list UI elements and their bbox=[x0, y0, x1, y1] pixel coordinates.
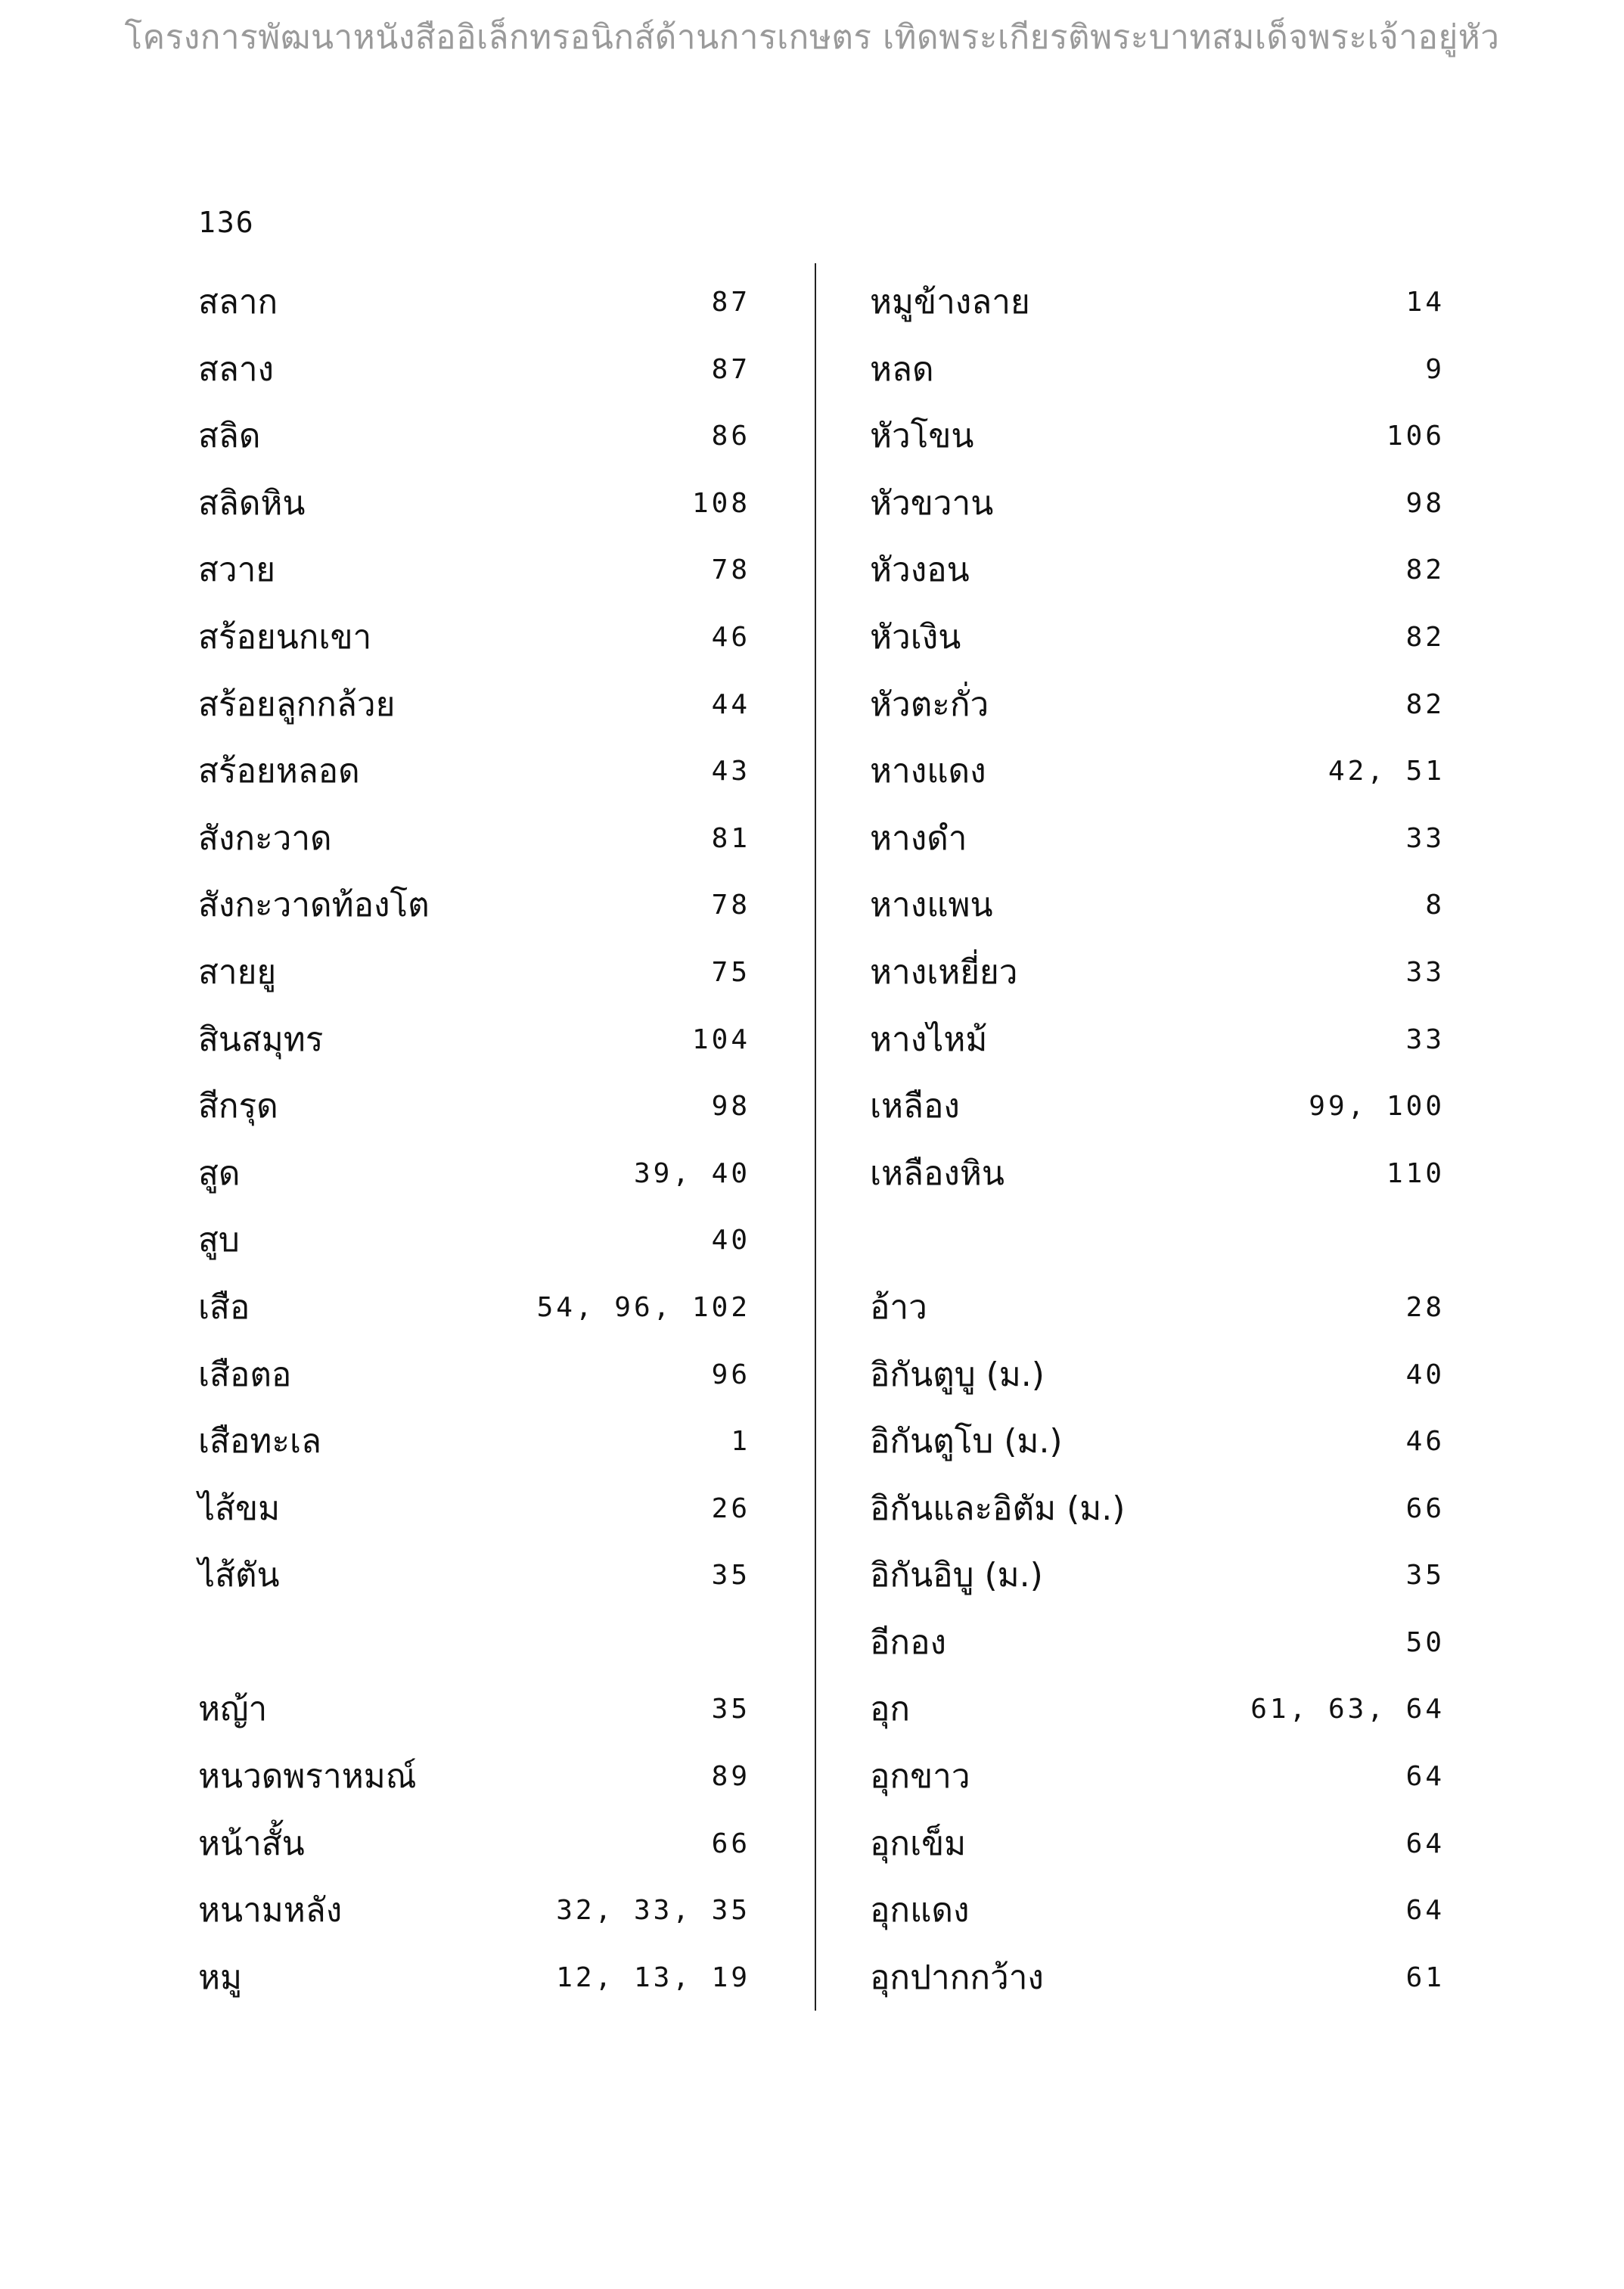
index-page-refs: 39, 40 bbox=[633, 1157, 750, 1189]
index-spacer bbox=[870, 1210, 1445, 1278]
index-page-refs: 1 bbox=[731, 1426, 750, 1458]
index-page-refs: 43 bbox=[711, 756, 750, 787]
index-entry bbox=[870, 340, 1445, 407]
index-page-refs: 35 bbox=[711, 1560, 750, 1592]
index-term: ไส้ตัน bbox=[198, 1556, 280, 1595]
index-entry bbox=[198, 875, 750, 943]
index-page-refs: 82 bbox=[1405, 554, 1445, 586]
index-page-refs: 64 bbox=[1405, 1895, 1445, 1927]
index-term: อีกอง bbox=[870, 1623, 946, 1662]
index-term: สร้อยลูกกล้วย bbox=[198, 685, 396, 724]
index-page-refs: 98 bbox=[1405, 487, 1445, 519]
index-page-refs: 44 bbox=[711, 688, 750, 720]
index-page-refs: 8 bbox=[1425, 890, 1445, 921]
index-term: เสือทะเล bbox=[198, 1422, 321, 1461]
index-term: สวาย bbox=[198, 551, 276, 590]
index-page-refs: 106 bbox=[1386, 421, 1445, 452]
index-entry bbox=[870, 1881, 1445, 1948]
index-entry bbox=[870, 406, 1445, 474]
index-entry bbox=[870, 272, 1445, 340]
index-term: หัวตะกั่ว bbox=[870, 685, 989, 724]
index-entry bbox=[198, 1679, 750, 1747]
index-page-refs: 35 bbox=[711, 1694, 750, 1725]
index-term: สังกะวาด bbox=[198, 818, 332, 858]
index-term: อิกันและอิตัม (ม.) bbox=[870, 1489, 1126, 1528]
index-term: หัวขวาน bbox=[870, 483, 994, 523]
index-page-refs: 75 bbox=[711, 956, 750, 988]
index-page-refs: 46 bbox=[1405, 1426, 1445, 1458]
index-page-refs: 86 bbox=[711, 421, 750, 452]
index-term: หนามหลัง bbox=[198, 1891, 343, 1930]
index-spacer bbox=[198, 1613, 750, 1680]
index-entry bbox=[870, 1814, 1445, 1881]
index-page-refs: 78 bbox=[711, 890, 750, 921]
index-page-refs: 46 bbox=[711, 621, 750, 653]
index-term: หนวดพราหมณ์ bbox=[198, 1757, 417, 1797]
index-entry bbox=[198, 809, 750, 876]
index-term: สูบ bbox=[198, 1221, 240, 1260]
index-page-refs: 99, 100 bbox=[1309, 1091, 1445, 1123]
column-divider bbox=[815, 263, 816, 2011]
page-header: โครงการพัฒนาหนังสืออิเล็กทรอนิกส์ด้านการเกษตร เทิดพระเกียรติพระบาทสมเด็จพระเจ้าอยู่หัว bbox=[124, 18, 1500, 57]
index-entry bbox=[198, 1948, 750, 2015]
index-entry bbox=[198, 1210, 750, 1278]
index-entry bbox=[198, 1278, 750, 1345]
index-entry bbox=[870, 1679, 1445, 1747]
index-entry bbox=[870, 1613, 1445, 1680]
index-term: อิกันอิบู (ม.) bbox=[870, 1556, 1043, 1595]
index-term: หมู bbox=[198, 1958, 243, 1997]
index-term: หน้าสั้น bbox=[198, 1824, 305, 1863]
index-page-refs: 33 bbox=[1405, 956, 1445, 988]
index-term: เสือตอ bbox=[198, 1355, 292, 1394]
index-page-refs: 12, 13, 19 bbox=[556, 1961, 750, 1993]
index-term: สีกรุด bbox=[198, 1087, 278, 1126]
index-entry bbox=[870, 1010, 1445, 1077]
index-entry bbox=[870, 1479, 1445, 1546]
index-entry bbox=[870, 607, 1445, 675]
index-term: สลิดหิน bbox=[198, 483, 306, 523]
index-term: อุกเข็ม bbox=[870, 1824, 967, 1863]
index-term: เสือ bbox=[198, 1287, 250, 1327]
index-page-refs: 28 bbox=[1405, 1291, 1445, 1323]
index-page-refs: 82 bbox=[1405, 688, 1445, 720]
index-entry bbox=[870, 809, 1445, 876]
index-entry bbox=[870, 540, 1445, 607]
index-page-refs: 54, 96, 102 bbox=[536, 1291, 750, 1323]
index-page-refs: 87 bbox=[711, 287, 750, 318]
index-term: ไส้ขม bbox=[198, 1489, 281, 1528]
index-term: สังกะวาดท้องโต bbox=[198, 886, 430, 925]
index-term: สร้อยนกเขา bbox=[198, 617, 372, 657]
index-page-refs: 78 bbox=[711, 554, 750, 586]
index-page-refs: 64 bbox=[1405, 1761, 1445, 1793]
index-page-refs: 9 bbox=[1425, 353, 1445, 385]
index-page-refs: 98 bbox=[711, 1091, 750, 1123]
index-page-refs: 42, 51 bbox=[1327, 756, 1445, 787]
index-term: สลิด bbox=[198, 417, 261, 456]
index-page-refs: 61 bbox=[1405, 1961, 1445, 1993]
index-entry bbox=[198, 340, 750, 407]
index-term: อุกขาว bbox=[870, 1757, 970, 1797]
index-entry bbox=[870, 1076, 1445, 1144]
index-term: อิกันตูโบ (ม.) bbox=[870, 1422, 1063, 1461]
index-page-refs: 96 bbox=[711, 1359, 750, 1390]
index-entry bbox=[870, 1144, 1445, 1211]
index-term: อุกแดง bbox=[870, 1891, 970, 1930]
index-entry bbox=[198, 943, 750, 1010]
index-entry bbox=[198, 1144, 750, 1211]
index-page-refs: 50 bbox=[1405, 1626, 1445, 1658]
index-entry bbox=[870, 675, 1445, 742]
index-term: หางไหม้ bbox=[870, 1020, 988, 1059]
index-page-refs: 66 bbox=[711, 1828, 750, 1859]
index-term: สลาง bbox=[198, 349, 275, 389]
index-entry bbox=[870, 1948, 1445, 2015]
index-term: หมูข้างลาย bbox=[870, 283, 1030, 321]
index-page-refs: 26 bbox=[711, 1492, 750, 1524]
index-entry bbox=[870, 1345, 1445, 1412]
index-entry bbox=[198, 1814, 750, 1881]
index-page-refs: 82 bbox=[1405, 621, 1445, 653]
index-column-right bbox=[870, 272, 1445, 2014]
index-term: สายยู bbox=[198, 952, 277, 992]
index-entry bbox=[870, 1412, 1445, 1479]
index-entry bbox=[198, 540, 750, 607]
index-entry bbox=[198, 272, 750, 340]
index-term: อุก bbox=[870, 1690, 911, 1729]
index-entry bbox=[870, 1747, 1445, 1814]
index-term: อ้าว bbox=[870, 1287, 927, 1327]
index-column-left bbox=[198, 272, 750, 2014]
index-page-refs: 35 bbox=[1405, 1560, 1445, 1592]
index-term: สลาก bbox=[198, 283, 278, 321]
index-page-refs: 110 bbox=[1386, 1157, 1445, 1189]
index-term: หลด bbox=[870, 349, 934, 389]
index-page-refs: 81 bbox=[711, 822, 750, 854]
index-term: หัวงอน bbox=[870, 551, 970, 590]
index-entry bbox=[870, 1278, 1445, 1345]
index-term: หัวโขน bbox=[870, 417, 974, 456]
index-page-refs: 66 bbox=[1405, 1492, 1445, 1524]
index-page-refs: 33 bbox=[1405, 822, 1445, 854]
index-term: หางแพน bbox=[870, 886, 993, 925]
index-term: เหลืองหิน bbox=[870, 1154, 1005, 1193]
index-term: หางเหยี่ยว bbox=[870, 952, 1018, 992]
index-entry bbox=[198, 1010, 750, 1077]
index-page-refs: 40 bbox=[711, 1225, 750, 1256]
index-entry bbox=[870, 741, 1445, 809]
index-entry bbox=[198, 1881, 750, 1948]
index-page-refs: 64 bbox=[1405, 1828, 1445, 1859]
index-entry bbox=[198, 1747, 750, 1814]
index-page-refs: 33 bbox=[1405, 1023, 1445, 1055]
index-entry bbox=[870, 474, 1445, 541]
page-number: 136 bbox=[198, 206, 255, 239]
index-entry bbox=[870, 875, 1445, 943]
index-page-refs: 89 bbox=[711, 1761, 750, 1793]
index-page-refs: 104 bbox=[691, 1023, 750, 1055]
index-term: สินสมุทร bbox=[198, 1020, 324, 1059]
index-entry bbox=[198, 1545, 750, 1613]
index-entry bbox=[198, 1412, 750, 1479]
index-entry bbox=[198, 474, 750, 541]
index-entry bbox=[198, 406, 750, 474]
index-term: อุกปากกว้าง bbox=[870, 1958, 1044, 1997]
index-entry bbox=[870, 1545, 1445, 1613]
index-entry bbox=[198, 1076, 750, 1144]
index-page-refs: 87 bbox=[711, 353, 750, 385]
index-entry bbox=[198, 675, 750, 742]
index-page-refs: 61, 63, 64 bbox=[1250, 1694, 1445, 1725]
index-term: หางแดง bbox=[870, 752, 986, 791]
index-page-refs: 108 bbox=[691, 487, 750, 519]
index-page-refs: 40 bbox=[1405, 1359, 1445, 1390]
index-page-refs: 32, 33, 35 bbox=[556, 1895, 750, 1927]
index-entry bbox=[198, 607, 750, 675]
index-term: เหลือง bbox=[870, 1087, 960, 1126]
index-entry bbox=[198, 1345, 750, 1412]
index-term: หางดำ bbox=[870, 818, 967, 858]
index-term: หญ้า bbox=[198, 1690, 268, 1729]
index-term: หัวเงิน bbox=[870, 617, 961, 657]
index-page-refs: 14 bbox=[1405, 287, 1445, 318]
index-entry bbox=[870, 943, 1445, 1010]
index-term: อิกันตูบู (ม.) bbox=[870, 1355, 1045, 1394]
index-term: สูด bbox=[198, 1154, 241, 1193]
index-entry bbox=[198, 741, 750, 809]
index-entry bbox=[198, 1479, 750, 1546]
index-term: สร้อยหลอด bbox=[198, 752, 360, 791]
